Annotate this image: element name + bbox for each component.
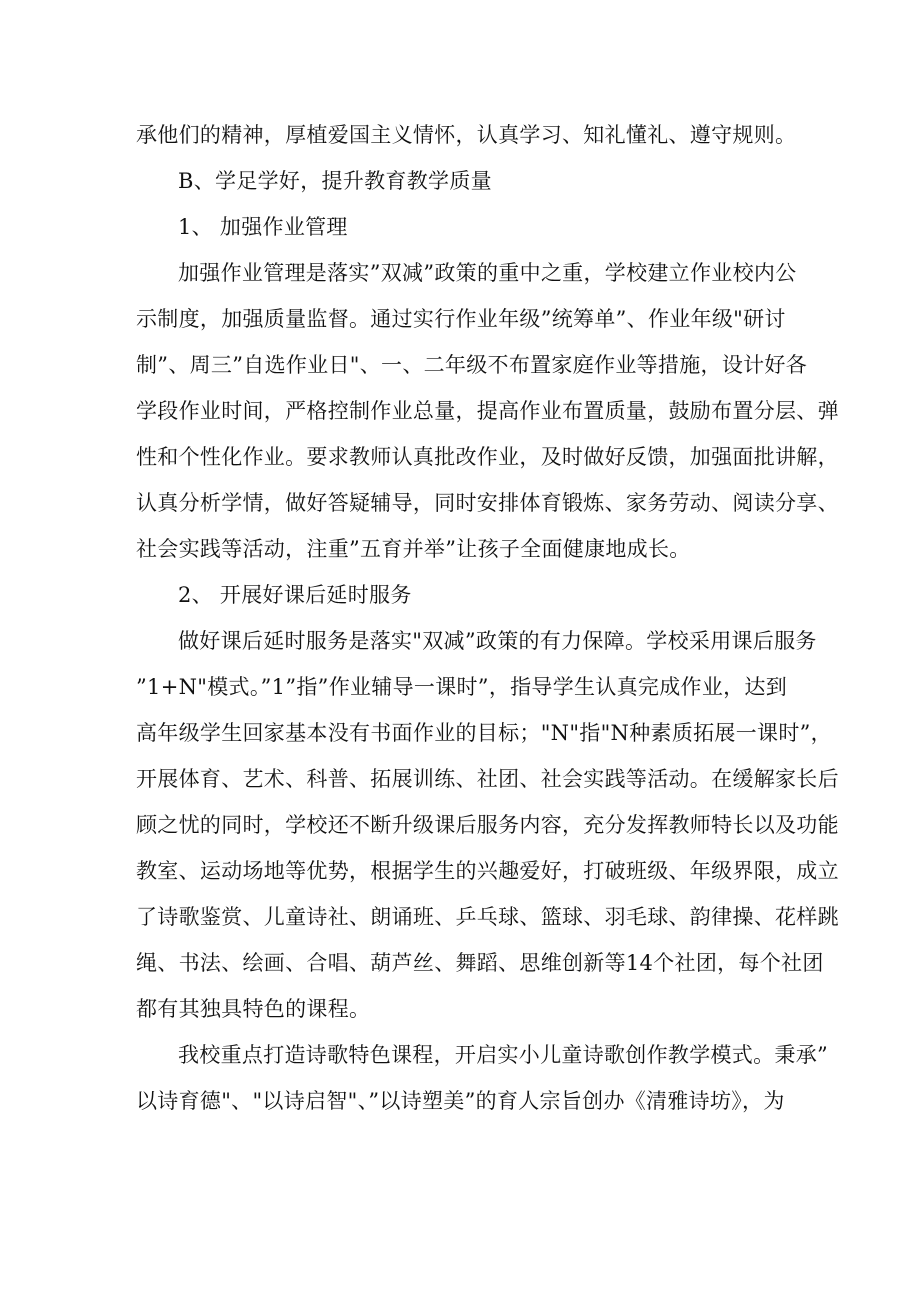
paragraph-line: 承他们的精神，厚植爱国主义情怀，认真学习、知礼懂礼、遵守规则。 bbox=[136, 123, 797, 147]
paragraph-line: 加强作业管理是落实”双减”政策的重中之重，学校建立作业校内公 bbox=[178, 261, 797, 285]
paragraph-line: 认真分析学情，做好答疑辅导，同时安排体育锻炼、家务劳动、阅读分享、 bbox=[136, 491, 839, 515]
paragraph-line: 了诗歌鉴赏、儿童诗社、朗诵班、乒乓球、篮球、羽毛球、韵律操、花样跳 bbox=[136, 905, 839, 929]
paragraph-line: 教室、运动场地等优势，根据学生的兴趣爱好，打破班级、年级界限，成立 bbox=[136, 859, 839, 883]
paragraph-line: 性和个性化作业。要求教师认真批改作业，及时做好反馈，加强面批讲解， bbox=[136, 445, 839, 469]
paragraph-line: 社会实践等活动，注重”五育并举”让孩子全面健康地成长。 bbox=[136, 537, 691, 561]
paragraph-line: 顾之忧的同时，学校还不断升级课后服务内容，充分发挥教师特长以及功能 bbox=[136, 813, 839, 837]
paragraph-line: 学段作业时间，严格控制作业总量，提高作业布置质量，鼓励布置分层、弹 bbox=[136, 399, 839, 423]
subheading-homework: 1、 加强作业管理 bbox=[178, 215, 348, 239]
paragraph-line: 绳、书法、绘画、合唱、葫芦丝、舞蹈、思维创新等14个社团，每个社团 bbox=[136, 951, 824, 975]
paragraph-line: 高年级学生回家基本没有书面作业的目标；"N"指"N种素质拓展一课时”， bbox=[136, 721, 832, 745]
paragraph-line: 都有其独具特色的课程。 bbox=[136, 997, 371, 1021]
paragraph-line: 开展体育、艺术、科普、拓展训练、社团、社会实践等活动。在缓解家长后 bbox=[136, 767, 839, 791]
paragraph-line: 我校重点打造诗歌特色课程，开启实小儿童诗歌创作教学模式。秉承” bbox=[178, 1043, 829, 1067]
paragraph-line: 制”、周三”自选作业日"、一、二年级不布置家庭作业等措施，设计好各 bbox=[136, 353, 808, 377]
paragraph-line: 示制度，加强质量监督。通过实行作业年级”统筹单”、作业年级"研讨 bbox=[136, 307, 786, 331]
paragraph-line: 做好课后延时服务是落实"双减”政策的有力保障。学校采用课后服务 bbox=[178, 629, 817, 653]
section-heading-b: B、学足学好，提升教育教学质量 bbox=[178, 169, 492, 193]
body-text bbox=[136, 112, 839, 1124]
subheading-after-school: 2、 开展好课后延时服务 bbox=[178, 583, 412, 607]
paragraph-line: 以诗育德"、"以诗启智"、”以诗塑美”的育人宗旨创办《清雅诗坊》，为 bbox=[136, 1089, 785, 1113]
paragraph-line: ”1+N"模式。”1”指”作业辅导一课时”，指导学生认真完成作业，达到 bbox=[136, 675, 788, 699]
